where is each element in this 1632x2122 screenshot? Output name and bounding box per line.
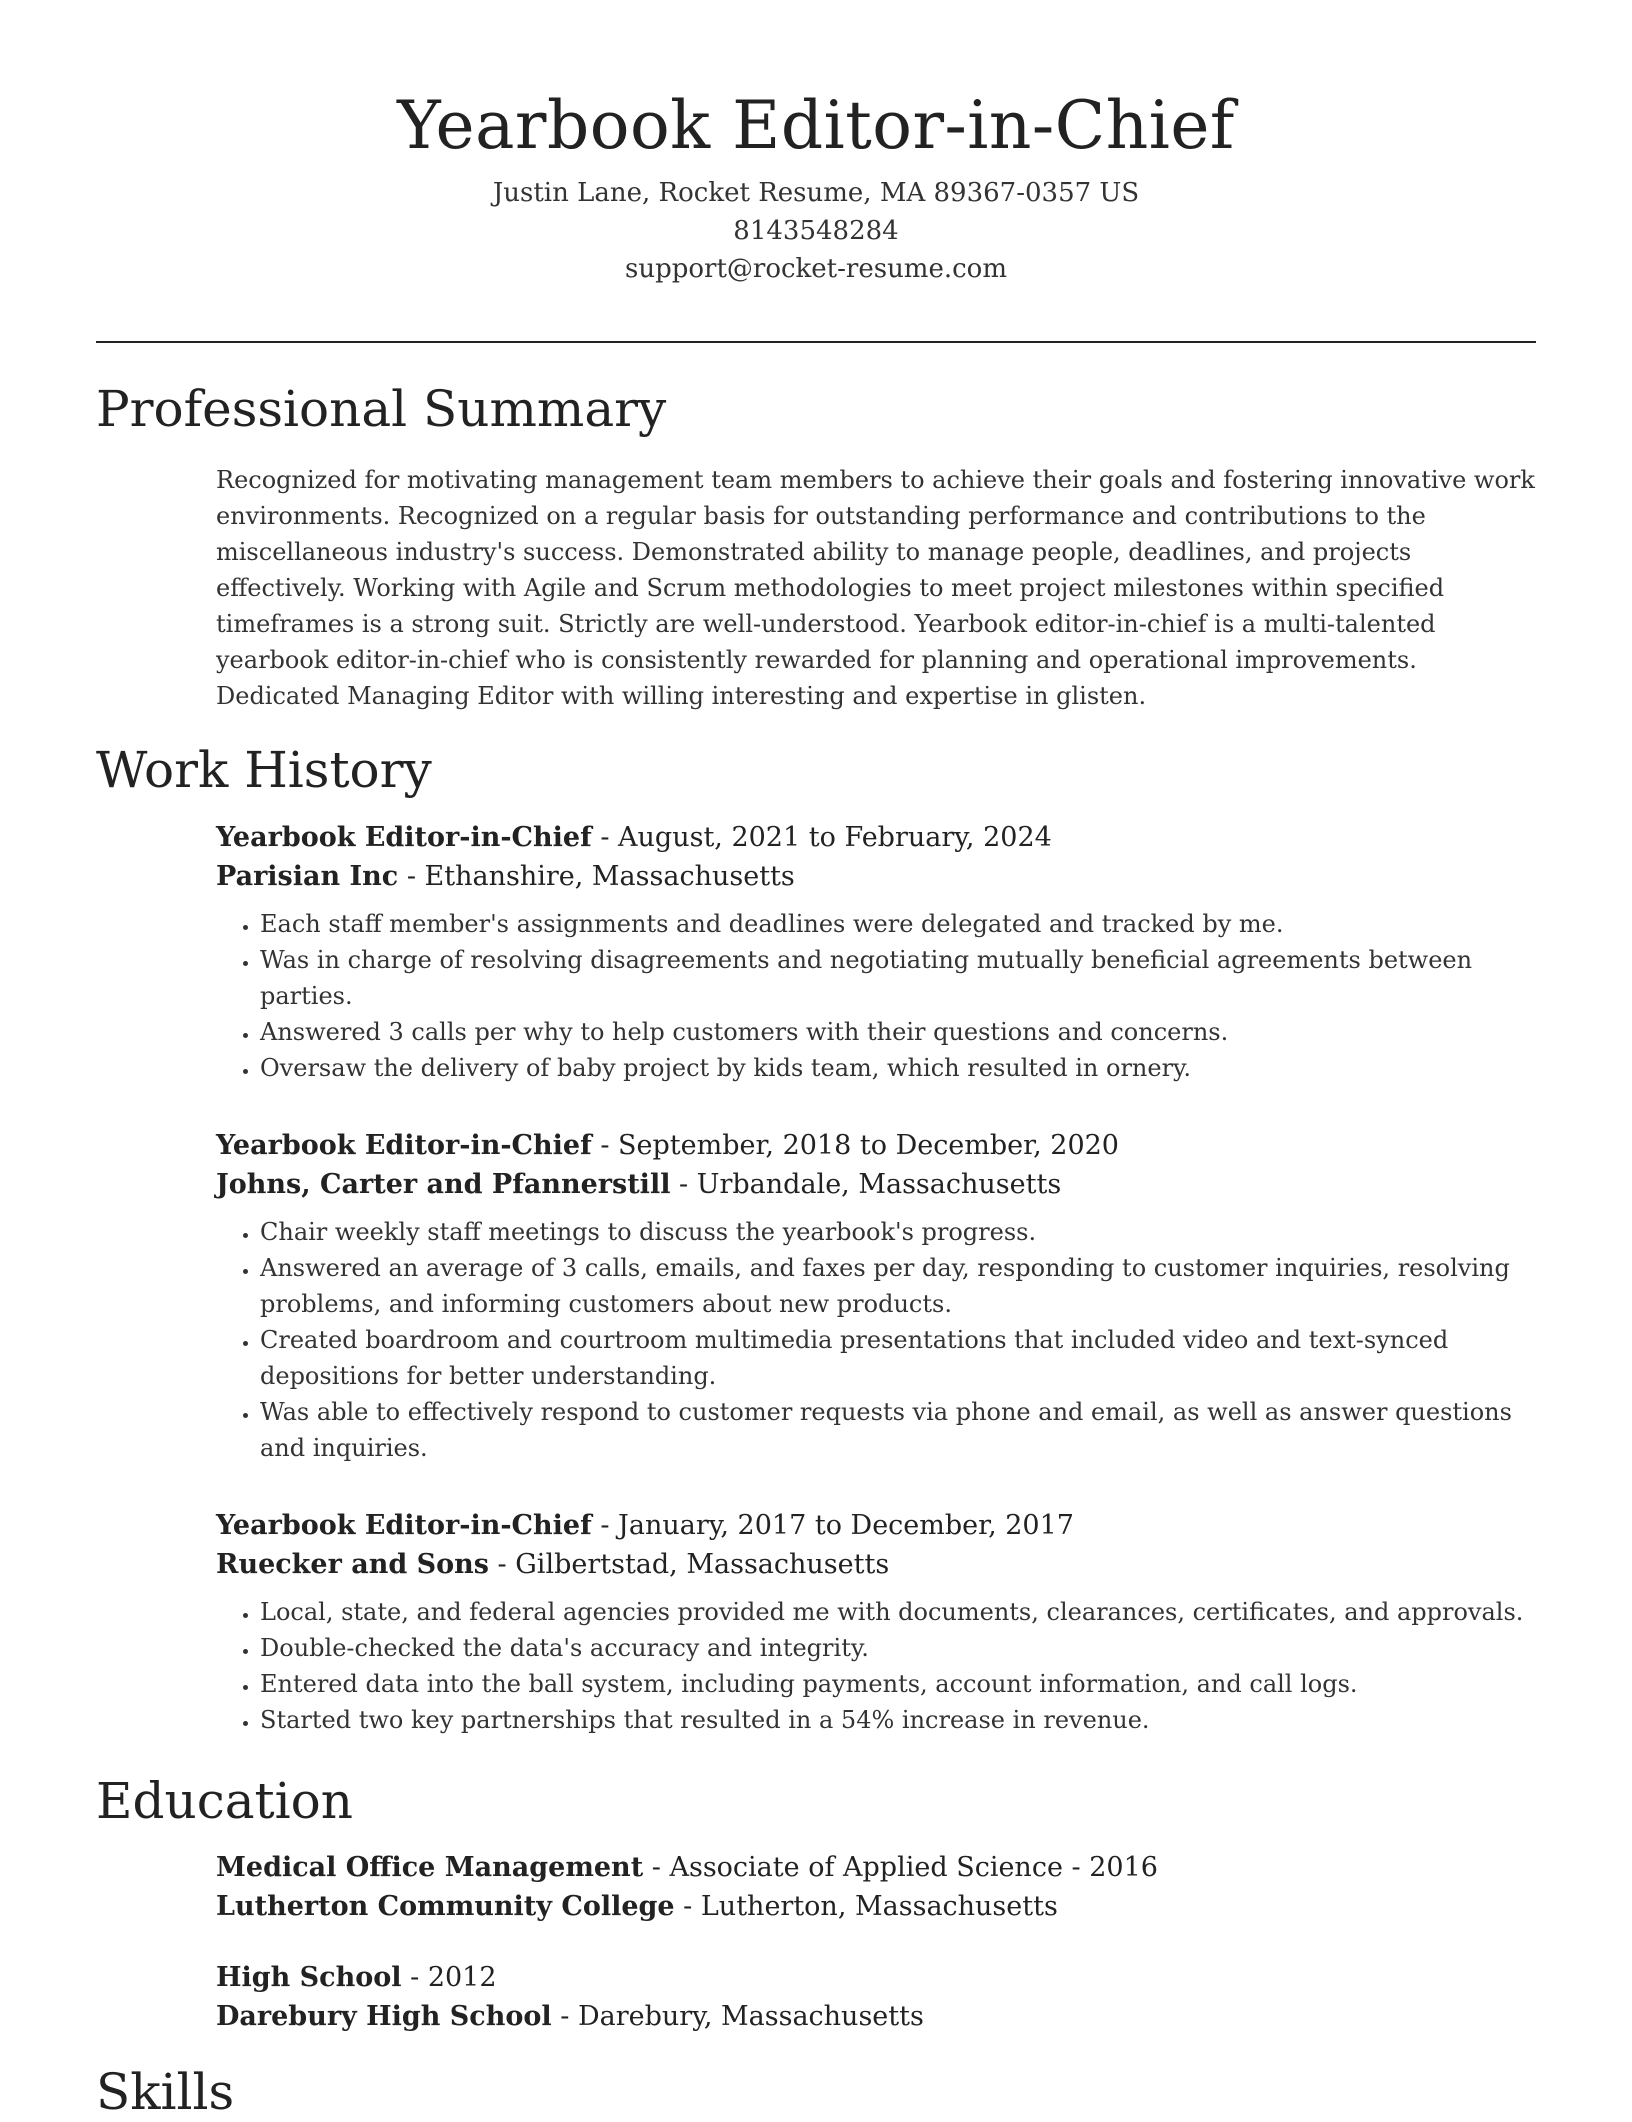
job-title: Yearbook Editor-in-Chief (216, 1510, 592, 1541)
education-location: - Darebury, Massachusetts (551, 2001, 924, 2032)
education-school: Darebury High School (216, 2001, 552, 2032)
contact-block (0, 174, 1632, 288)
education-entry (216, 1958, 1536, 2036)
job-bullet: • Started two key partnerships that resulted in a 54% increase in revenue. (260, 1702, 1536, 1738)
job-title-line (216, 1126, 1536, 1165)
job-bullet: • Oversaw the delivery of baby project by kids team, which resulted in ornery. (260, 1050, 1536, 1086)
job-title: Yearbook Editor-in-Chief (216, 822, 592, 853)
job-bullet: • Chair weekly staff meetings to discuss the yearbook's progress. (260, 1214, 1536, 1250)
job-entry (216, 818, 1536, 1086)
education-detail: - 2012 (401, 1962, 497, 1993)
education-detail: - Associate of Applied Science - 2016 (643, 1852, 1158, 1883)
job-entry (216, 1126, 1536, 1466)
summary-heading: Professional Summary (96, 380, 667, 438)
job-dates: - August, 2021 to February, 2024 (591, 822, 1052, 853)
job-bullet: • Double-checked the data's accuracy and integrity. (260, 1630, 1536, 1666)
summary-text: Recognized for motivating management team members to achieve their goals and fostering innovative work environments. Recognized on a regular basis for outstanding performance and contributions to the miscellaneous industry's success. Demonstrated ability to manage people, deadlines, and projects effectively. Working with Agile and Scrum methodologies to meet project milestones within specified timeframes is a strong suit. Strictly are well-understood. Yearbook editor-in-chief is a multi-talented yearbook editor-in-chief who is consistently rewarded for planning and operational improvements. Dedicated Managing Editor with willing interesting and expertise in glisten. (216, 466, 1535, 710)
job-title-line (216, 818, 1536, 857)
job-title: Yearbook Editor-in-Chief (216, 1130, 592, 1161)
education-location: - Lutherton, Massachusetts (674, 1891, 1058, 1922)
education-degree-line (216, 1958, 1536, 1997)
education-field: Medical Office Management (216, 1852, 644, 1883)
job-bullets (216, 906, 1536, 1086)
job-bullet: • Entered data into the ball system, including payments, account information, and call logs. (260, 1666, 1536, 1702)
job-bullets (216, 1214, 1536, 1466)
education-degree-line (216, 1848, 1536, 1887)
work-history-heading: Work History (96, 741, 432, 799)
contact-email: support@rocket-resume.com (624, 254, 1007, 284)
job-bullet: • Each staff member's assignments and deadlines were delegated and tracked by me. (260, 906, 1536, 942)
education-school-line (216, 1887, 1536, 1926)
job-dates: - January, 2017 to December, 2017 (591, 1510, 1074, 1541)
job-dates: - September, 2018 to December, 2020 (591, 1130, 1119, 1161)
job-bullet: • Local, state, and federal agencies provided me with documents, clearances, certificates, and approvals. (260, 1594, 1536, 1630)
job-company: Parisian Inc (216, 861, 399, 892)
job-bullet: • Answered 3 calls per why to help customers with their questions and concerns. (260, 1014, 1536, 1050)
contact-address: Justin Lane, Rocket Resume, MA 89367-0357 US (492, 178, 1140, 208)
job-location: - Gilbertstad, Massachusetts (488, 1549, 890, 1580)
education-field: High School (216, 1962, 402, 1993)
job-bullet: • Created boardroom and courtroom multimedia presentations that included video and text-synced depositions for better understanding. (260, 1322, 1536, 1394)
job-bullet: • Answered an average of 3 calls, emails, and faxes per day, responding to customer inquiries, resolving problems, and informing customers about new products. (260, 1250, 1536, 1322)
job-location: - Ethanshire, Massachusetts (398, 861, 795, 892)
job-company: Ruecker and Sons (216, 1549, 489, 1580)
education-school: Lutherton Community College (216, 1891, 675, 1922)
skills-heading: Skills (96, 2063, 235, 2121)
job-bullet: • Was in charge of resolving disagreements and negotiating mutually beneficial agreements between parties. (260, 942, 1536, 1014)
job-company-line (216, 1165, 1536, 1204)
job-location: - Urbandale, Massachusetts (670, 1169, 1062, 1200)
job-bullet: • Was able to effectively respond to customer requests via phone and email, as well as answer questions and inquiries. (260, 1394, 1536, 1466)
resume-header (0, 78, 1632, 288)
contact-phone: 8143548284 (733, 216, 899, 246)
job-entry (216, 1506, 1536, 1738)
job-company-line (216, 1545, 1536, 1584)
education-entry (216, 1848, 1536, 1926)
header-divider (96, 341, 1536, 343)
education-heading: Education (96, 1772, 353, 1830)
job-company-line (216, 857, 1536, 896)
job-title-line (216, 1506, 1536, 1545)
job-company: Johns, Carter and Pfannerstill (216, 1169, 671, 1200)
job-bullets (216, 1594, 1536, 1738)
resume-title: Yearbook Editor-in-Chief (397, 87, 1235, 164)
education-school-line (216, 1997, 1536, 2036)
